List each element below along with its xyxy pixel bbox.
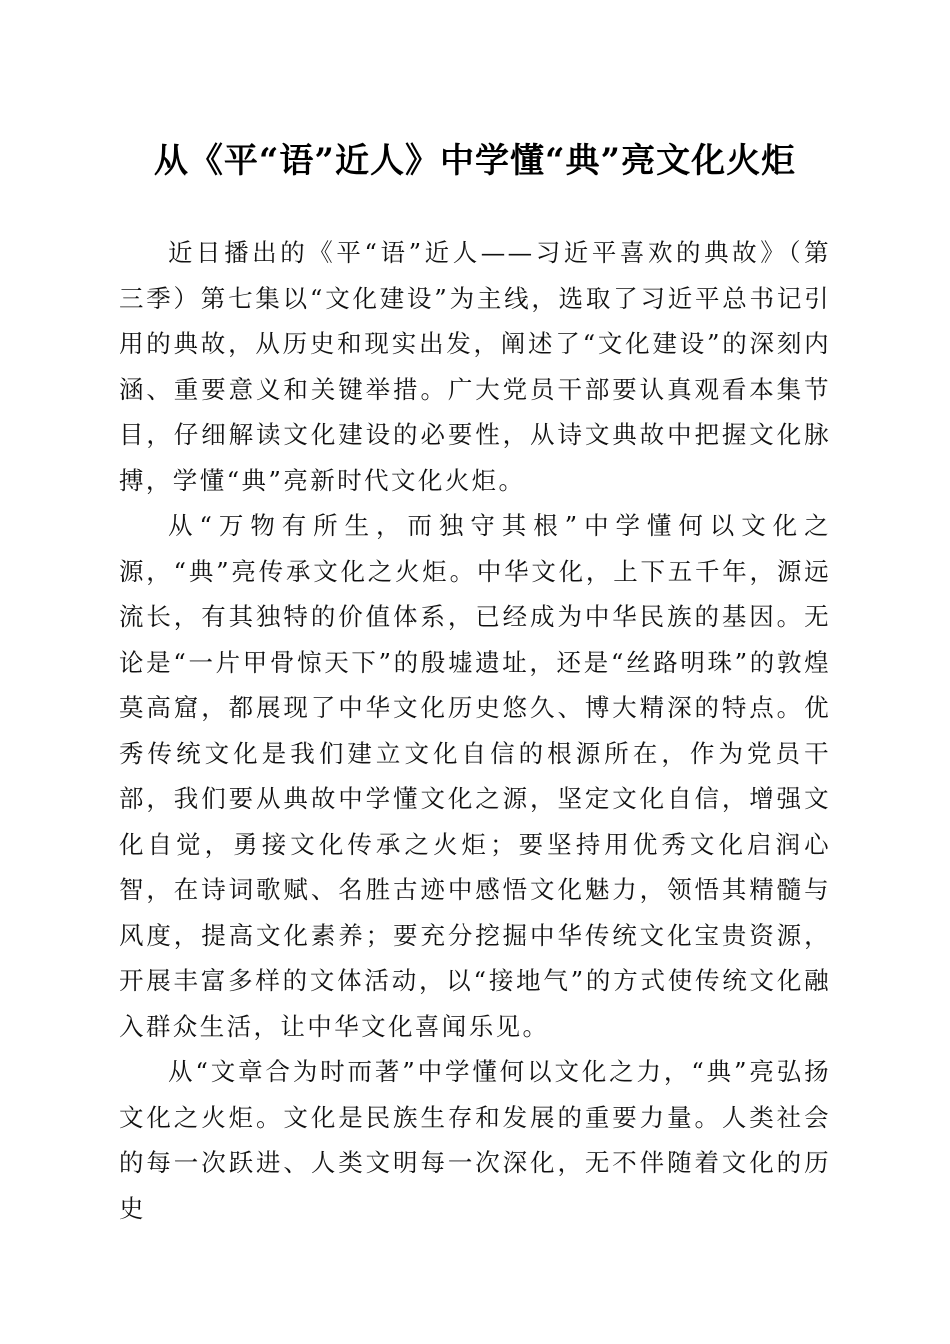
document-body <box>119 230 831 1231</box>
document-title: 从《平“语”近人》中学懂“典”亮文化火炬 <box>153 141 797 181</box>
paragraph-1: 近日播出的《平“语”近人——习近平喜欢的典故》（第三季）第七集以“文化建设”为主线，选取了习近平总书记引用的典故，从历史和现实出发，阐述了“文化建设”的深刻内涵、重要意义和关键举措。广大党员干部要认真观看本集节目，仔细解读文化建设的必要性，从诗文典故中把握文化脉搏，学懂“典”亮新时代文化火炬。 <box>119 238 831 495</box>
paragraph-2: 从“万物有所生，而独守其根”中学懂何以文化之源，“典”亮传承文化之火炬。中华文化，上下五千年，源远流长，有其独特的价值体系，已经成为中华民族的基因。无论是“一片甲骨惊天下”的殷墟遗址，还是“丝路明珠”的敦煌莫高窟，都展现了中华文化历史悠久、博大精深的特点。优秀传统文化是我们建立文化自信的根源所在，作为党员干部，我们要从典故中学懂文化之源，坚定文化自信，增强文化自觉，勇接文化传承之火炬；要坚持用优秀文化启润心智，在诗词歌赋、名胜古迹中感悟文化魅力，领悟其精髓与风度，提高文化素养；要充分挖掘中华传统文化宝贵资源，开展丰富多样的文体活动，以“接地气”的方式使传统文化融入群众生活，让中华文化喜闻乐见。 <box>119 511 831 1041</box>
paragraph-3: 从“文章合为时而著”中学懂何以文化之力，“典”亮弘扬文化之火炬。文化是民族生存和发展的重要力量。人类社会的每一次跃进、人类文明每一次深化，无不伴随着文化的历史 <box>119 1057 831 1223</box>
